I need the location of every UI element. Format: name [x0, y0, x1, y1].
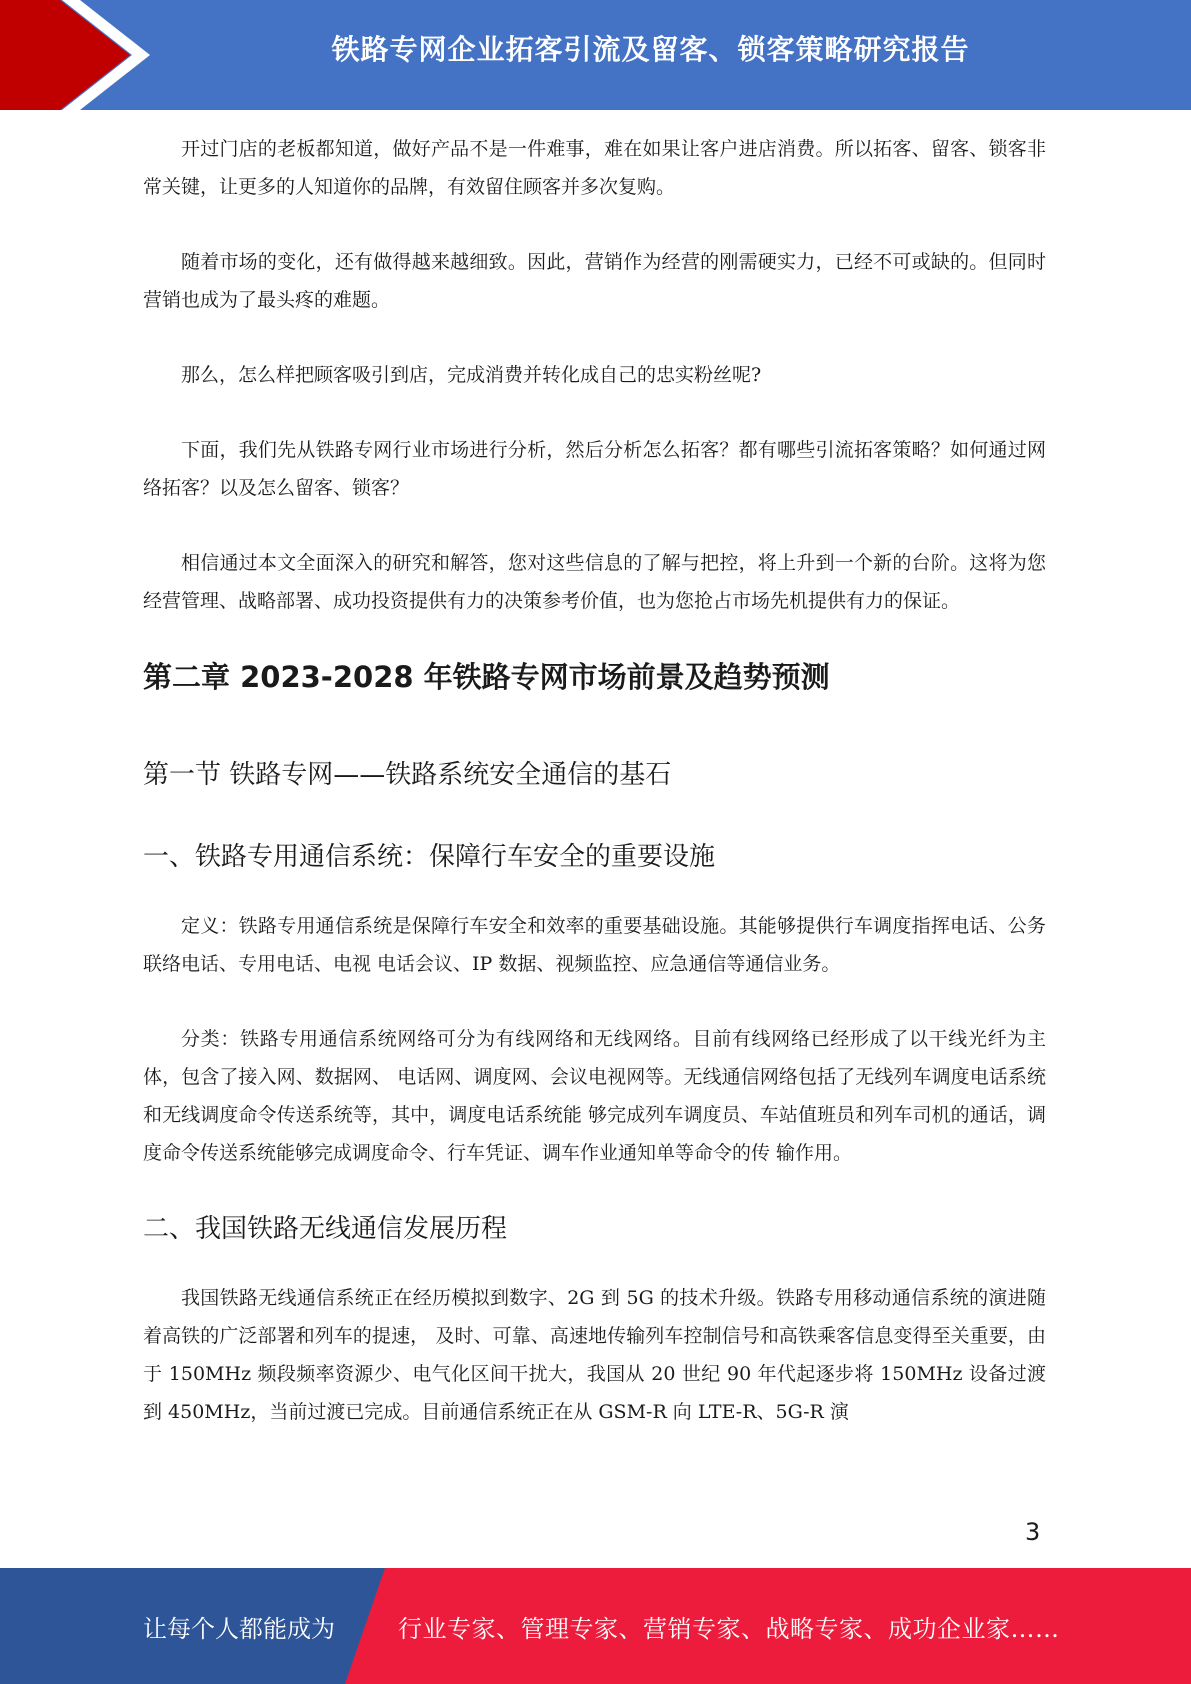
report-title: 铁路专网企业拓客引流及留客、锁客策略研究报告 — [331, 33, 970, 66]
intro-paragraph: 随着市场的变化，还有做得越来越细致。因此，营销作为经营的刚需硬实力，已经不可或缺的。但同时营销也成为了最头疼的难题。 — [143, 251, 1046, 311]
intro-paragraph: 那么，怎么样把顾客吸引到店，完成消费并转化成自己的忠实粉丝呢? — [181, 364, 762, 386]
subsection-title: 二、我国铁路无线通信发展历程 — [143, 1214, 508, 1244]
arrow-banner-icon — [0, 0, 160, 110]
page-content — [143, 130, 1046, 1468]
footer-slogan-left: 让每个人都能成为 — [143, 1614, 335, 1643]
footer-slogan-right: 行业专家、管理专家、营销专家、战略专家、成功企业家…… — [398, 1614, 1060, 1643]
subsection-title: 一、铁路专用通信系统：保障行车安全的重要设施 — [143, 842, 716, 872]
page-number: 3 — [1025, 1518, 1041, 1546]
intro-paragraph: 下面，我们先从铁路专网行业市场进行分析，然后分析怎么拓客？都有哪些引流拓客策略？如何通过网络拓客？以及怎么留客、锁客？ — [143, 439, 1046, 499]
intro-paragraph: 相信通过本文全面深入的研究和解答，您对这些信息的了解与把控，将上升到一个新的台阶。这将为您经营管理、战略部署、成功投资提供有力的决策参考价值，也为您抢占市场先机提供有力的保证。 — [143, 552, 1046, 612]
body-paragraph: 定义：铁路专用通信系统是保障行车安全和效率的重要基础设施。其能够提供行车调度指挥电话、公务联络电话、专用电话、电视 电话会议、IP 数据、视频监控、应急通信等通信业务。 — [143, 915, 1046, 975]
page-header — [0, 0, 1191, 110]
body-paragraph: 我国铁路无线通信系统正在经历模拟到数字、2G 到 5G 的技术升级。铁路专用移动通信系统的演进随着高铁的广泛部署和列车的提速， 及时、可靠、高速地传输列车控制信号和高铁乘客信息变得至关重要，由于 150MHz 频段频率资源少、电气化区间干扰大，我国从 20 世纪 90 年代起逐步将 150MHz 设备过渡到 450MHz，当前过渡已完成。目前通信系统正在从 GSM-R 向 LTE-R、5G-R 演 — [143, 1287, 1046, 1423]
body-paragraph: 分类：铁路专用通信系统网络可分为有线网络和无线网络。目前有线网络已经形成了以干线光纤为主体，包含了接入网、数据网、 电话网、调度网、会议电视网等。无线通信网络包括了无线列车调度电话系统和无线调度命令传送系统等，其中，调度电话系统能 够完成列车调度员、车站值班员和列车司机的通话，调度命令传送系统能够完成调度命令、行车凭证、调车作业通知单等命令的传 输作用。 — [143, 1028, 1046, 1164]
intro-paragraph: 开过门店的老板都知道，做好产品不是一件难事，难在如果让客户进店消费。所以拓客、留客、锁客非常关键，让更多的人知道你的品牌，有效留住顾客并多次复购。 — [143, 138, 1046, 198]
section-title: 第一节 铁路专网——铁路系统安全通信的基石 — [143, 760, 672, 790]
chapter-title: 第二章 2023-2028 年铁路专网市场前景及趋势预测 — [143, 660, 830, 694]
page-footer — [0, 1568, 1191, 1684]
